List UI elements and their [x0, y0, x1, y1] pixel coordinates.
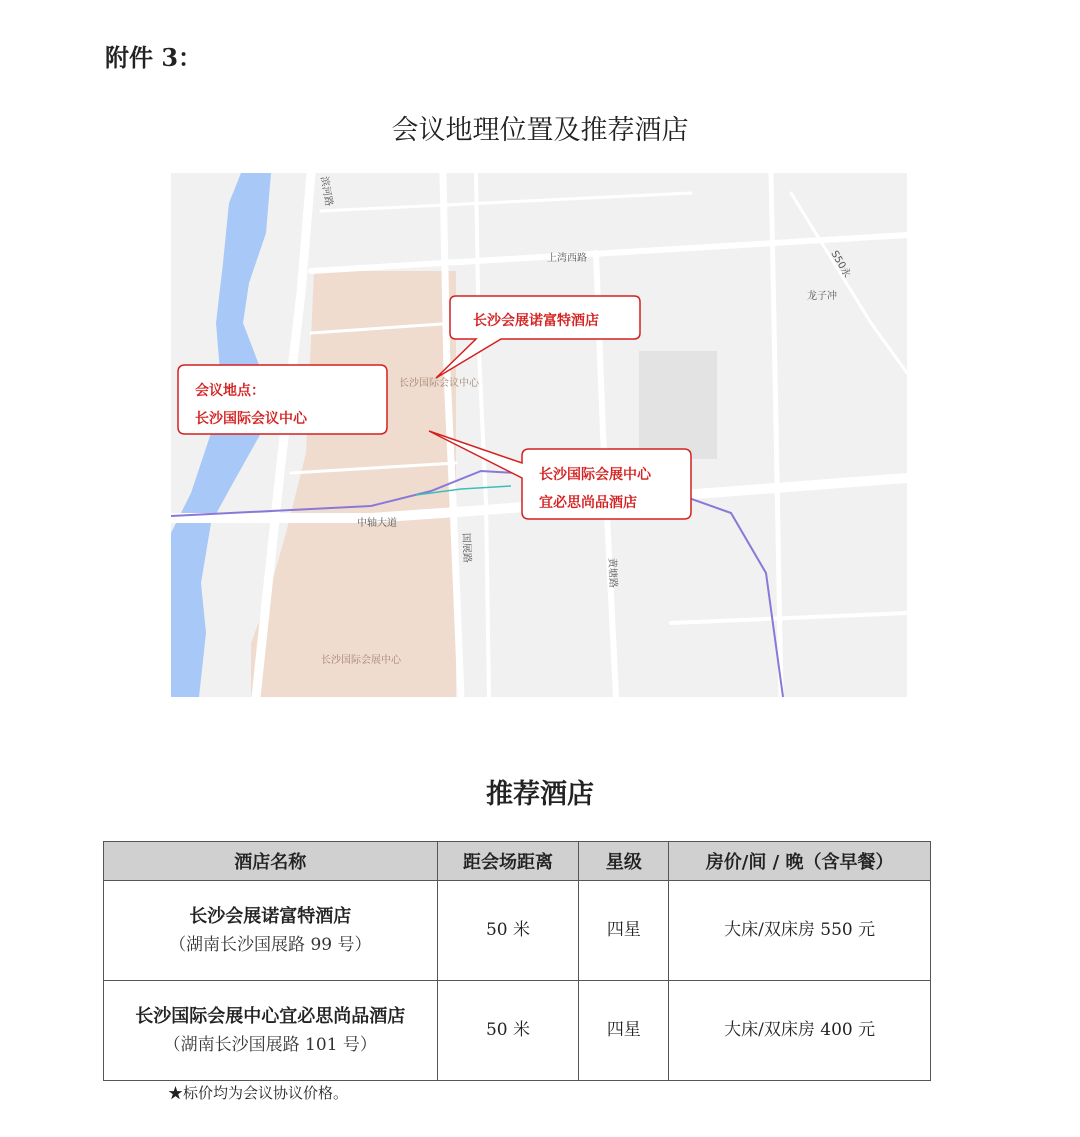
label-binhe-road: 滨河路	[318, 175, 335, 208]
label-conference-center: 长沙国际会议中心	[399, 378, 479, 389]
map-title: 会议地理位置及推荐酒店	[391, 115, 689, 146]
label-longzichong: 龙子冲	[807, 291, 837, 302]
hotel-price: 大床/双床房 550 元	[669, 881, 931, 981]
attachment-label: 附件 3：	[105, 43, 203, 72]
hotel-table	[103, 841, 931, 1081]
label-s50: S50永	[828, 249, 853, 280]
location-map	[171, 173, 907, 697]
callout-venue-line1: 会议地点：	[195, 383, 265, 399]
callout-hotel1-text: 长沙会展诺富特酒店	[473, 313, 599, 329]
hotel-stars: 四星	[579, 981, 669, 1081]
hotel-price: 大床/双床房 400 元	[669, 981, 931, 1081]
label-huangtang-road: 黄塘路	[606, 557, 619, 589]
price-note: ★标价均为会议协议价格。	[168, 1084, 349, 1102]
hotels-title: 推荐酒店	[486, 779, 594, 810]
label-expo-center: 长沙国际会展中心	[321, 655, 401, 666]
hotel-distance: 50 米	[437, 981, 579, 1081]
hotel-name: 长沙国际会展中心宜必思尚品酒店	[135, 1005, 406, 1027]
table-row	[104, 981, 931, 1081]
header-distance: 距会场距离	[437, 842, 579, 881]
hotel-distance: 50 米	[437, 881, 579, 981]
hotel-stars: 四星	[579, 881, 669, 981]
table-header-row	[104, 842, 931, 881]
header-hotel-name: 酒店名称	[104, 842, 438, 881]
hotel-cell	[104, 981, 438, 1081]
callout-venue-line2: 长沙国际会议中心	[195, 411, 307, 427]
hotel-address: （湖南长沙国展路 99 号）	[169, 935, 372, 956]
hotel-address: （湖南长沙国展路 101 号）	[163, 1035, 377, 1056]
callout-hotel2-line1: 长沙国际会展中心	[539, 467, 651, 483]
label-guozhan-road: 国展路	[460, 532, 473, 564]
label-zhongzhou-ave: 中轴大道	[357, 518, 397, 529]
label-shangwan-road: 上湾西路	[547, 253, 587, 264]
header-price: 房价/间 / 晚（含早餐）	[669, 842, 931, 881]
header-stars: 星级	[579, 842, 669, 881]
hotel-name: 长沙会展诺富特酒店	[189, 905, 352, 927]
hotel-cell	[104, 881, 438, 981]
callout-hotel2-line2: 宜必思尚品酒店	[539, 495, 637, 511]
table-row	[104, 881, 931, 981]
callout-venue	[178, 365, 387, 434]
